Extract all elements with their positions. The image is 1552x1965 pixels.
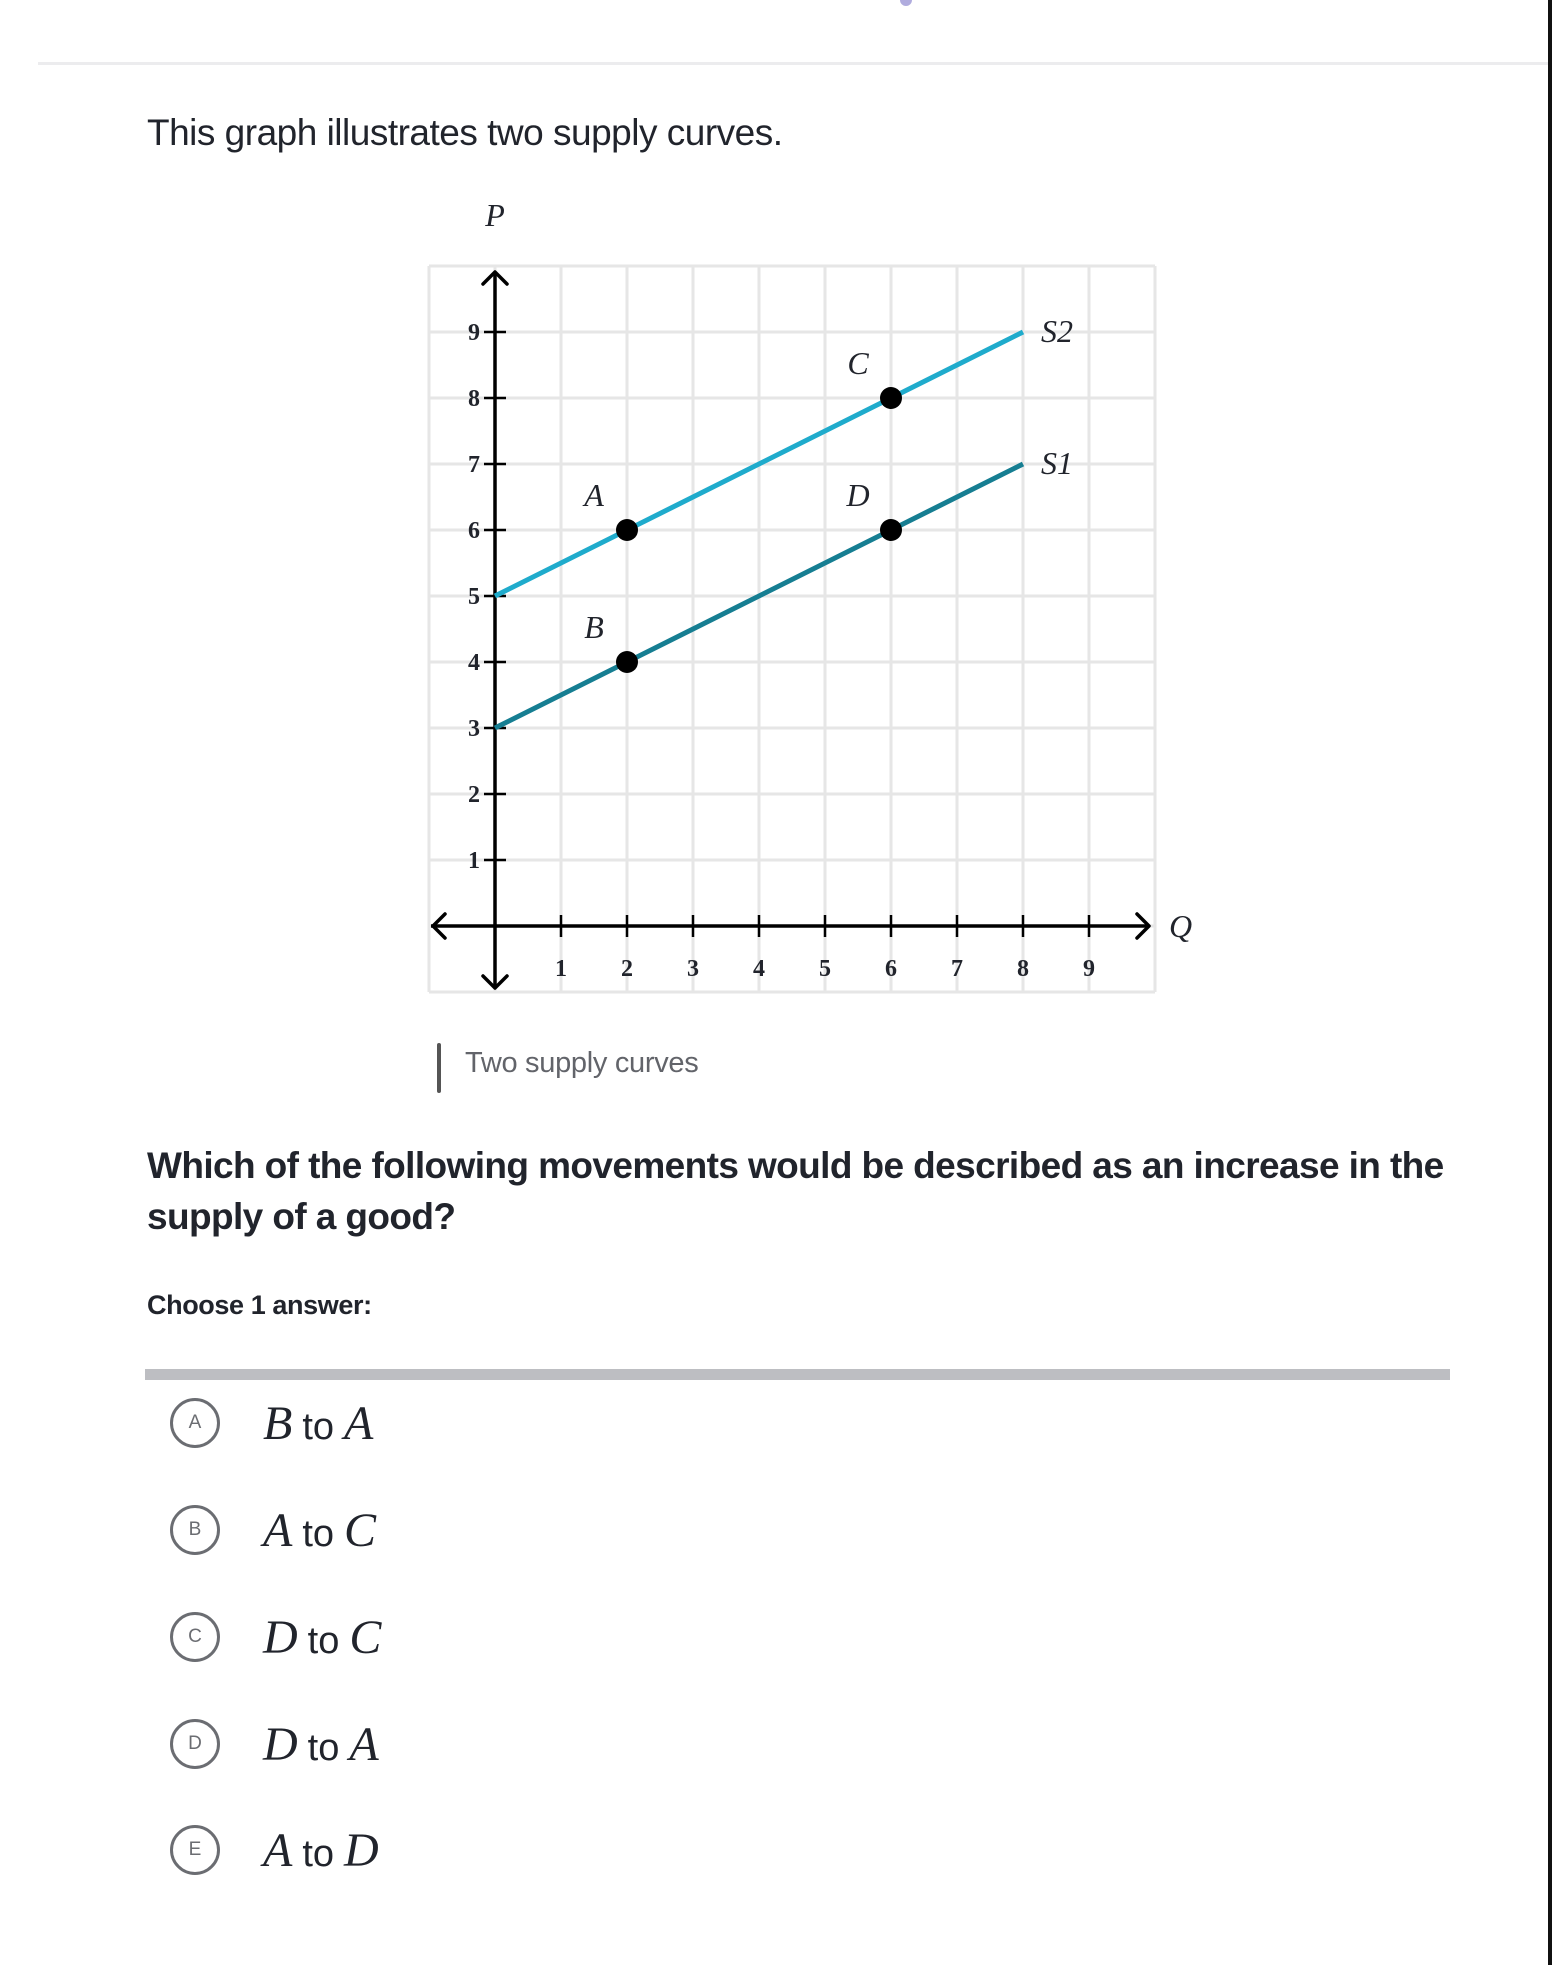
choice-word: to	[302, 1832, 335, 1875]
x-tick-label: 1	[555, 956, 567, 982]
choice-to: C	[349, 1610, 382, 1664]
radio-d[interactable]: D	[170, 1719, 220, 1769]
y-tick-label: 6	[468, 518, 480, 544]
choice-e-text	[263, 1823, 379, 1878]
radio-e[interactable]: E	[170, 1825, 220, 1875]
choice-from: D	[263, 1610, 298, 1664]
chart-caption: Two supply curves	[465, 1047, 699, 1079]
y-tick-label: 9	[468, 320, 480, 346]
question-text: Which of the following movements would be described as an increase in the supply of a good?	[147, 1145, 1444, 1237]
x-tick-label: 8	[1017, 956, 1029, 982]
y-tick-label: 2	[468, 782, 480, 808]
x-tick-label: 4	[753, 956, 765, 982]
choices-divider	[145, 1369, 1450, 1380]
choice-to: D	[344, 1823, 379, 1877]
choice-b-text	[263, 1503, 376, 1558]
radio-c[interactable]: C	[170, 1612, 220, 1662]
x-axis-label: Q	[1169, 908, 1193, 944]
choice-to: C	[344, 1503, 377, 1557]
y-tick-label: 1	[468, 848, 480, 874]
choice-d[interactable]	[170, 1709, 1450, 1779]
y-tick-label: 3	[468, 716, 480, 742]
choice-c[interactable]	[170, 1602, 1450, 1672]
choice-from: A	[263, 1503, 293, 1557]
radio-a[interactable]: A	[170, 1398, 220, 1448]
grid	[429, 266, 1155, 992]
choice-word: to	[307, 1726, 340, 1769]
choice-to: A	[349, 1717, 379, 1771]
point-label-d: D	[846, 477, 870, 513]
point-label-a: A	[584, 477, 604, 513]
choice-a-text	[263, 1396, 373, 1451]
choice-from: B	[263, 1396, 293, 1450]
choice-word: to	[302, 1512, 335, 1555]
y-tick-label: 4	[468, 650, 480, 676]
x-tick-label: 3	[687, 956, 699, 982]
radio-b[interactable]: B	[170, 1505, 220, 1555]
choose-label: Choose 1 answer:	[147, 1290, 372, 1320]
choice-from: A	[263, 1823, 293, 1877]
choice-e[interactable]	[170, 1815, 1450, 1885]
x-tick-label: 7	[951, 956, 963, 982]
choice-to: A	[344, 1396, 374, 1450]
point-label-c: C	[847, 345, 869, 381]
intro-text: This graph illustrates two supply curves.	[147, 112, 783, 153]
choice-d-text	[263, 1717, 379, 1772]
x-tick-label: 9	[1083, 956, 1095, 982]
point-c	[880, 387, 902, 409]
points	[582, 345, 902, 673]
x-tick-label: 6	[885, 956, 897, 982]
y-axis-label: P	[485, 197, 505, 233]
point-a	[616, 519, 638, 541]
x-tick-label: 5	[819, 956, 831, 982]
choice-word: to	[307, 1619, 340, 1662]
point-d	[880, 519, 902, 541]
series-label-s1: S1	[1041, 445, 1073, 481]
choice-word: to	[302, 1405, 335, 1448]
y-tick-label: 8	[468, 386, 480, 412]
y-tick-label: 7	[468, 452, 480, 478]
choice-from: D	[263, 1717, 298, 1771]
series	[495, 313, 1073, 728]
caption-bar	[437, 1043, 441, 1093]
choice-a[interactable]	[170, 1388, 1450, 1458]
choice-b[interactable]	[170, 1495, 1450, 1565]
point-label-b: B	[584, 609, 604, 645]
y-tick-label: 5	[468, 584, 480, 610]
point-b	[616, 651, 638, 673]
x-tick-label: 2	[621, 956, 633, 982]
series-label-s2: S2	[1041, 313, 1073, 349]
axes	[431, 272, 1149, 988]
choice-c-text	[263, 1610, 381, 1665]
